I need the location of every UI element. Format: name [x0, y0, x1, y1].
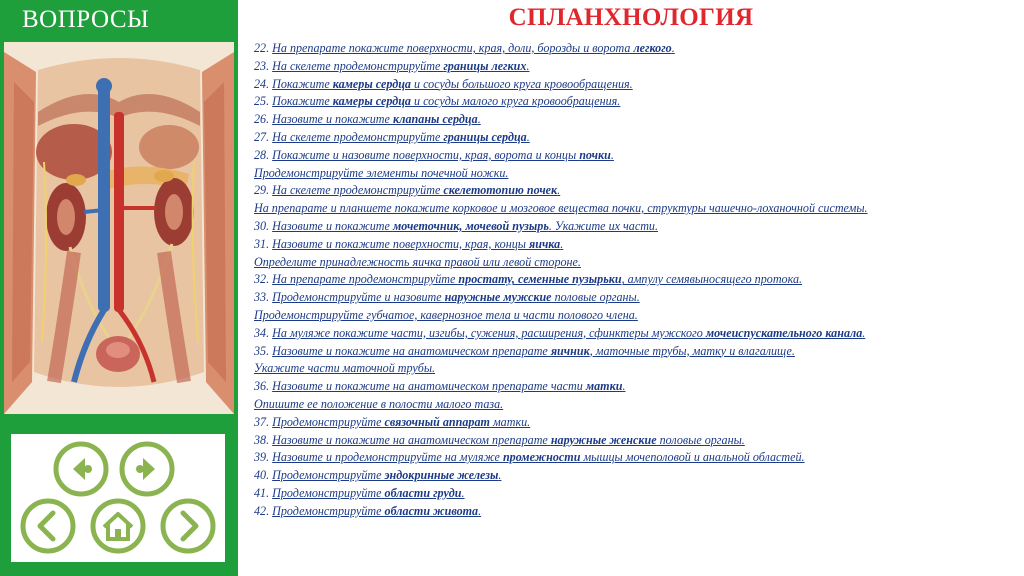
question-item: [254, 236, 1020, 254]
question-keyword: границы сердца: [443, 129, 527, 144]
question-link[interactable]: [272, 112, 481, 126]
question-keyword: яичник: [550, 343, 590, 358]
question-text: На препарате и планшете покажите корковое и мозговое вещества почки, структуры чашечно-лоханочной системы.: [254, 201, 868, 216]
rewind-icon: [52, 440, 110, 498]
question-link[interactable]: [272, 148, 614, 162]
question-number: 33.: [254, 290, 273, 305]
question-number: 39.: [254, 450, 273, 465]
chevron-left-icon: [19, 497, 77, 555]
question-text-tail: .: [477, 112, 481, 127]
question-text: Назовите и покажите: [272, 218, 393, 233]
question-link[interactable]: [272, 237, 563, 251]
question-number: 24.: [254, 76, 273, 91]
question-text-tail: .: [557, 183, 561, 198]
question-text-tail: .: [498, 468, 502, 483]
question-keyword: наружные мужские: [444, 290, 552, 305]
question-link[interactable]: [272, 433, 745, 447]
question-item: [254, 343, 1020, 361]
question-number: 27.: [254, 129, 273, 144]
question-text: Продемонстрируйте и назовите: [272, 290, 445, 305]
home-button[interactable]: [89, 497, 147, 555]
question-text-tail: .: [560, 236, 564, 251]
question-number: 26.: [254, 112, 273, 127]
question-item: [254, 325, 1020, 343]
question-text-tail: половые органы.: [551, 290, 640, 305]
question-link[interactable]: [254, 166, 508, 180]
question-keyword: матки: [585, 379, 623, 394]
question-text: Продемонстрируйте губчатое, кавернозное тела и части полового члена.: [254, 307, 638, 322]
question-item: [254, 485, 1020, 503]
question-link[interactable]: [272, 379, 625, 393]
question-link[interactable]: [272, 219, 658, 233]
question-text-tail: .: [526, 58, 530, 73]
question-number: 25.: [254, 94, 273, 109]
question-link[interactable]: [272, 94, 620, 108]
question-keyword: почки: [579, 147, 611, 162]
question-text: Назовите и покажите на анатомическом препарате части: [272, 379, 586, 394]
question-item: [254, 218, 1020, 236]
question-text-tail: .: [461, 485, 465, 500]
question-item: [254, 467, 1020, 485]
question-text-tail: .: [526, 129, 530, 144]
question-keyword: простату, семенные пузырьки: [458, 272, 622, 287]
question-item: [254, 307, 1020, 325]
question-link[interactable]: [272, 77, 633, 91]
question-keyword: мочеточник, мочевой пузырь: [392, 218, 549, 233]
question-text: Продемонстрируйте: [272, 503, 385, 518]
question-text: Покажите и назовите поверхности, края, ворота и концы: [272, 147, 580, 162]
question-keyword: мочеиспускательного канала: [705, 325, 863, 340]
question-item: [254, 111, 1020, 129]
question-text: Назовите и покажите на анатомическом препарате: [272, 432, 551, 447]
navigation-panel: [11, 434, 225, 562]
question-link[interactable]: [272, 415, 530, 429]
question-keyword: камеры сердца: [332, 94, 411, 109]
question-text-tail: и сосуды большого круга кровообращения.: [410, 76, 633, 91]
question-link[interactable]: [272, 59, 529, 73]
question-item: [254, 165, 1020, 183]
question-link[interactable]: [272, 344, 795, 358]
question-keyword: яичка: [529, 236, 561, 251]
question-text-tail: .: [478, 503, 482, 518]
question-item: [254, 147, 1020, 165]
question-text-tail: .: [610, 147, 614, 162]
question-text-tail: мышцы мочеполовой и анальной областей.: [580, 450, 805, 465]
question-text: На скелете продемонстрируйте: [272, 129, 444, 144]
anatomy-torso-illustration: [4, 42, 234, 414]
question-text: На препарате покажите поверхности, края, доли, борозды и ворота: [272, 41, 634, 55]
sidebar: [0, 0, 238, 576]
question-item: [254, 449, 1020, 467]
question-item: [254, 76, 1020, 94]
question-keyword: связочный аппарат: [384, 414, 490, 429]
question-item: [254, 289, 1020, 307]
question-item: [254, 360, 1020, 378]
question-item: [254, 503, 1020, 521]
question-text-tail: .: [862, 325, 866, 340]
fast-forward-button[interactable]: [118, 440, 176, 498]
question-link[interactable]: [254, 201, 868, 215]
question-item: [254, 414, 1020, 432]
question-keyword: скелетотопию почек: [443, 183, 558, 198]
question-keyword: области живота: [384, 503, 479, 518]
question-link[interactable]: [254, 397, 503, 411]
question-text: Продемонстрируйте: [272, 414, 385, 429]
question-text: На препарате продемонстрируйте: [272, 272, 459, 287]
question-link[interactable]: [272, 183, 560, 197]
question-list: [254, 40, 1020, 521]
chevron-right-icon: [159, 497, 217, 555]
question-keyword: наружные женские: [550, 432, 657, 447]
question-text-tail: , ампулу семявыносящего протока.: [621, 272, 803, 287]
page-title: СПЛАНХНОЛОГИЯ: [508, 4, 754, 31]
question-item: [254, 182, 1020, 200]
question-link[interactable]: [272, 272, 802, 286]
question-text: На скелете продемонстрируйте: [272, 183, 444, 198]
question-item: [254, 271, 1020, 289]
question-text-tail: .: [671, 41, 675, 55]
question-text: Покажите: [272, 76, 333, 91]
sidebar-title: ВОПРОСЫ: [22, 6, 150, 33]
question-item: [254, 200, 1020, 218]
question-text: Опишите ее положение в полости малого таза.: [254, 396, 504, 411]
question-number: 36.: [254, 379, 273, 394]
question-keyword: границы легких: [443, 58, 527, 73]
question-text-tail: половые органы.: [656, 432, 745, 447]
question-item: [254, 129, 1020, 147]
question-keyword: камеры сердца: [332, 76, 411, 91]
question-keyword: клапаны сердца: [392, 112, 478, 127]
question-number: 38.: [254, 432, 273, 447]
question-item: [254, 432, 1020, 450]
question-number: 34.: [254, 325, 273, 340]
question-item: [254, 93, 1020, 111]
question-number: 37.: [254, 414, 273, 429]
question-link[interactable]: [272, 326, 865, 340]
question-text: Продемонстрируйте: [272, 468, 385, 483]
question-link[interactable]: [272, 290, 640, 304]
question-number: 31.: [254, 236, 273, 251]
question-link[interactable]: [254, 361, 435, 375]
question-number: 23.: [254, 58, 273, 73]
question-keyword: области груди: [384, 485, 462, 500]
question-text: Продемонстрируйте элементы почечной ножки.: [254, 165, 509, 180]
next-button[interactable]: [159, 497, 217, 555]
question-keyword: промежности: [502, 450, 581, 465]
question-item: [254, 40, 1020, 58]
rewind-button[interactable]: [52, 440, 110, 498]
question-text-tail: .: [622, 379, 626, 394]
question-item: [254, 396, 1020, 414]
question-link[interactable]: [272, 504, 481, 518]
question-text: Назовите и покажите на анатомическом препарате: [272, 343, 551, 358]
question-text: Назовите и покажите: [272, 112, 393, 127]
question-text: Назовите и продемонстрируйте на муляже: [272, 450, 503, 465]
question-text: Определите принадлежность яичка правой или левой стороне.: [254, 254, 581, 269]
question-number: 35.: [254, 343, 273, 358]
question-text: Продемонстрируйте: [272, 485, 385, 500]
question-number: 42.: [254, 503, 273, 518]
question-text-tail: матки.: [489, 414, 531, 429]
question-text: Назовите и покажите поверхности, края, концы: [272, 236, 529, 251]
question-number: 32.: [254, 272, 273, 287]
question-keyword: эндокринные железы: [384, 468, 499, 483]
question-link[interactable]: [272, 130, 530, 144]
question-keyword: легкого: [633, 41, 672, 55]
question-text: На скелете продемонстрируйте: [272, 58, 444, 73]
question-text-tail: , маточные трубы, матку и влагалище.: [589, 343, 795, 358]
question-number: 41.: [254, 485, 273, 500]
question-link[interactable]: [272, 468, 501, 482]
question-link[interactable]: [254, 308, 638, 322]
question-link[interactable]: [272, 41, 675, 55]
question-text-tail: . Укажите их части.: [548, 218, 658, 233]
question-number: 29.: [254, 183, 273, 198]
question-link[interactable]: [272, 450, 804, 464]
previous-button[interactable]: [19, 497, 77, 555]
question-item: [254, 378, 1020, 396]
question-item: [254, 254, 1020, 272]
question-text: На муляже покажите части, изгибы, сужения, расширения, сфинктеры мужского: [272, 325, 706, 340]
question-text: Укажите части маточной трубы.: [254, 361, 436, 376]
question-item: [254, 58, 1020, 76]
question-number: 22.: [254, 41, 273, 55]
fast-forward-icon: [118, 440, 176, 498]
question-number: 40.: [254, 468, 273, 483]
question-link[interactable]: [254, 255, 581, 269]
question-number: 28.: [254, 147, 273, 162]
question-text: Покажите: [272, 94, 333, 109]
question-text-tail: и сосуды малого круга кровообращения.: [410, 94, 621, 109]
question-number: 30.: [254, 218, 273, 233]
question-link[interactable]: [272, 486, 464, 500]
home-icon: [89, 497, 147, 555]
